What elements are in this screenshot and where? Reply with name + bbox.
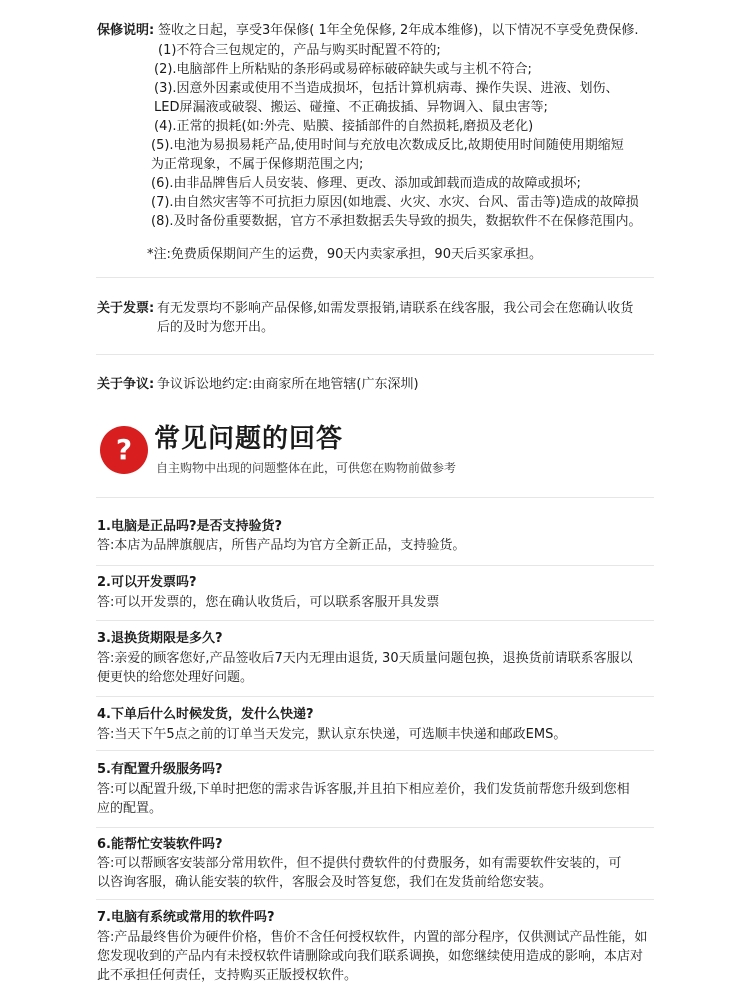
- faq-answer: 答:可以帮顾客安装部分常用软件，但不提供付费软件的付费服务，如有需要软件安装的，可: [97, 856, 622, 871]
- divider: [96, 750, 654, 751]
- warranty-label: 保修说明:: [97, 23, 155, 38]
- divider: [96, 497, 654, 498]
- faq-subtitle: 自主购物中出现的问题整体在此，可供您在购物前做参考: [156, 461, 457, 475]
- invoice-line: 有无发票均不影响产品保修,如需发票报销,请联系在线客服，我公司会在您确认收货: [157, 301, 634, 316]
- warranty-item: (8).及时备份重要数据，官方不承担数据丢失导致的损失，数据软件不在保修范围内。: [151, 214, 642, 229]
- faq-question: 7.电脑有系统或常用的软件吗?: [97, 910, 275, 925]
- warranty-item: (2).电脑部件上所粘贴的条形码或易碎标破碎缺失或与主机不符合;: [154, 62, 532, 77]
- faq-question: 3.退换货期限是多久?: [97, 631, 223, 646]
- faq-answer: 您发现收到的产品内有未授权软件请删除或向我们联系调换，如您继续使用造成的影响，本店对: [97, 949, 644, 964]
- faq-answer: 答:可以开发票的，您在确认收货后，可以联系客服开具发票: [97, 595, 440, 610]
- faq-answer: 应的配置。: [97, 801, 163, 816]
- faq-answer: 答:产品最终售价为硬件价格，售价不含任何授权软件，内置的部分程序，仅供测试产品性能，如: [97, 930, 648, 945]
- faq-question: 1.电脑是正品吗?是否支持验货?: [97, 519, 283, 534]
- warranty-item: LED屏漏液或破裂、搬运、碰撞、不正确拔插、异物调入、鼠虫害等;: [154, 100, 548, 115]
- warranty-intro: 签收之日起，享受3年保修( 1年全免保修, 2年成本维修)，以下情况不享受免费保修.: [158, 23, 639, 38]
- dispute-text: 争议诉讼地约定:由商家所在地管辖(广东深圳): [157, 377, 419, 392]
- warranty-note: *注:免费质保期间产生的运费，90天内卖家承担，90天后买家承担。: [147, 247, 542, 262]
- warranty-item: 为正常现象，不属于保修期范围之内;: [151, 157, 364, 172]
- faq-answer: 便更快的给您处理好问题。: [97, 670, 254, 685]
- faq-title: 常见问题的回答: [154, 424, 344, 454]
- faq-answer: 答:亲爱的顾客您好,产品签收后7天内无理由退货, 30天质量问题包换，退换货前请联系客服以: [97, 651, 633, 666]
- faq-answer: 此不承担任何责任，支持购买正版授权软件。: [97, 968, 358, 983]
- divider: [96, 696, 654, 697]
- divider: [96, 354, 654, 355]
- divider: [96, 277, 654, 278]
- invoice-line: 后的及时为您开出。: [157, 320, 275, 335]
- faq-answer: 答:可以配置升级,下单时把您的需求告诉客服,并且拍下相应差价，我们发货前帮您升级到您相: [97, 782, 630, 797]
- warranty-item: (4).正常的损耗(如:外壳、贴膜、接插部件的自然损耗,磨损及老化): [154, 119, 534, 134]
- faq-question: 5.有配置升级服务吗?: [97, 762, 223, 777]
- divider: [96, 565, 654, 566]
- divider: [96, 620, 654, 621]
- invoice-label: 关于发票:: [97, 301, 155, 316]
- faq-question: 2.可以开发票吗?: [97, 575, 197, 590]
- faq-question: 4.下单后什么时候发货，发什么快递?: [97, 707, 314, 722]
- question-icon: ?: [100, 426, 148, 474]
- faq-answer: 答:当天下午5点之前的订单当天发完，默认京东快递，可选顺丰快递和邮政EMS。: [97, 727, 567, 742]
- dispute-label: 关于争议:: [97, 377, 155, 392]
- faq-question: 6.能帮忙安装软件吗?: [97, 837, 223, 852]
- warranty-item: (7).由自然灾害等不可抗拒力原因(如地震、火灾、水灾、台风、雷击等)造成的故障损: [151, 195, 639, 210]
- warranty-item: (1)不符合三包规定的，产品与购买时配置不符的;: [158, 43, 441, 58]
- divider: [96, 899, 654, 900]
- warranty-item: (6).由非品牌售后人员安装、修理、更改、添加或卸载而造成的故障或损坏;: [151, 176, 581, 191]
- divider: [96, 827, 654, 828]
- warranty-item: (5).电池为易损易耗产品,使用时间与充放电次数成反比,故期使用时间随使用期缩短: [151, 138, 624, 153]
- faq-answer: 答:本店为品牌旗舰店，所售产品均为官方全新正品，支持验货。: [97, 538, 466, 553]
- warranty-item: (3).因意外因素或使用不当造成损坏，包括计算机病毒、操作失误、进液、划伤、: [154, 81, 619, 96]
- faq-answer: 以咨询客服，确认能安装的软件，客服会及时答复您，我们在发货前给您安装。: [97, 875, 553, 890]
